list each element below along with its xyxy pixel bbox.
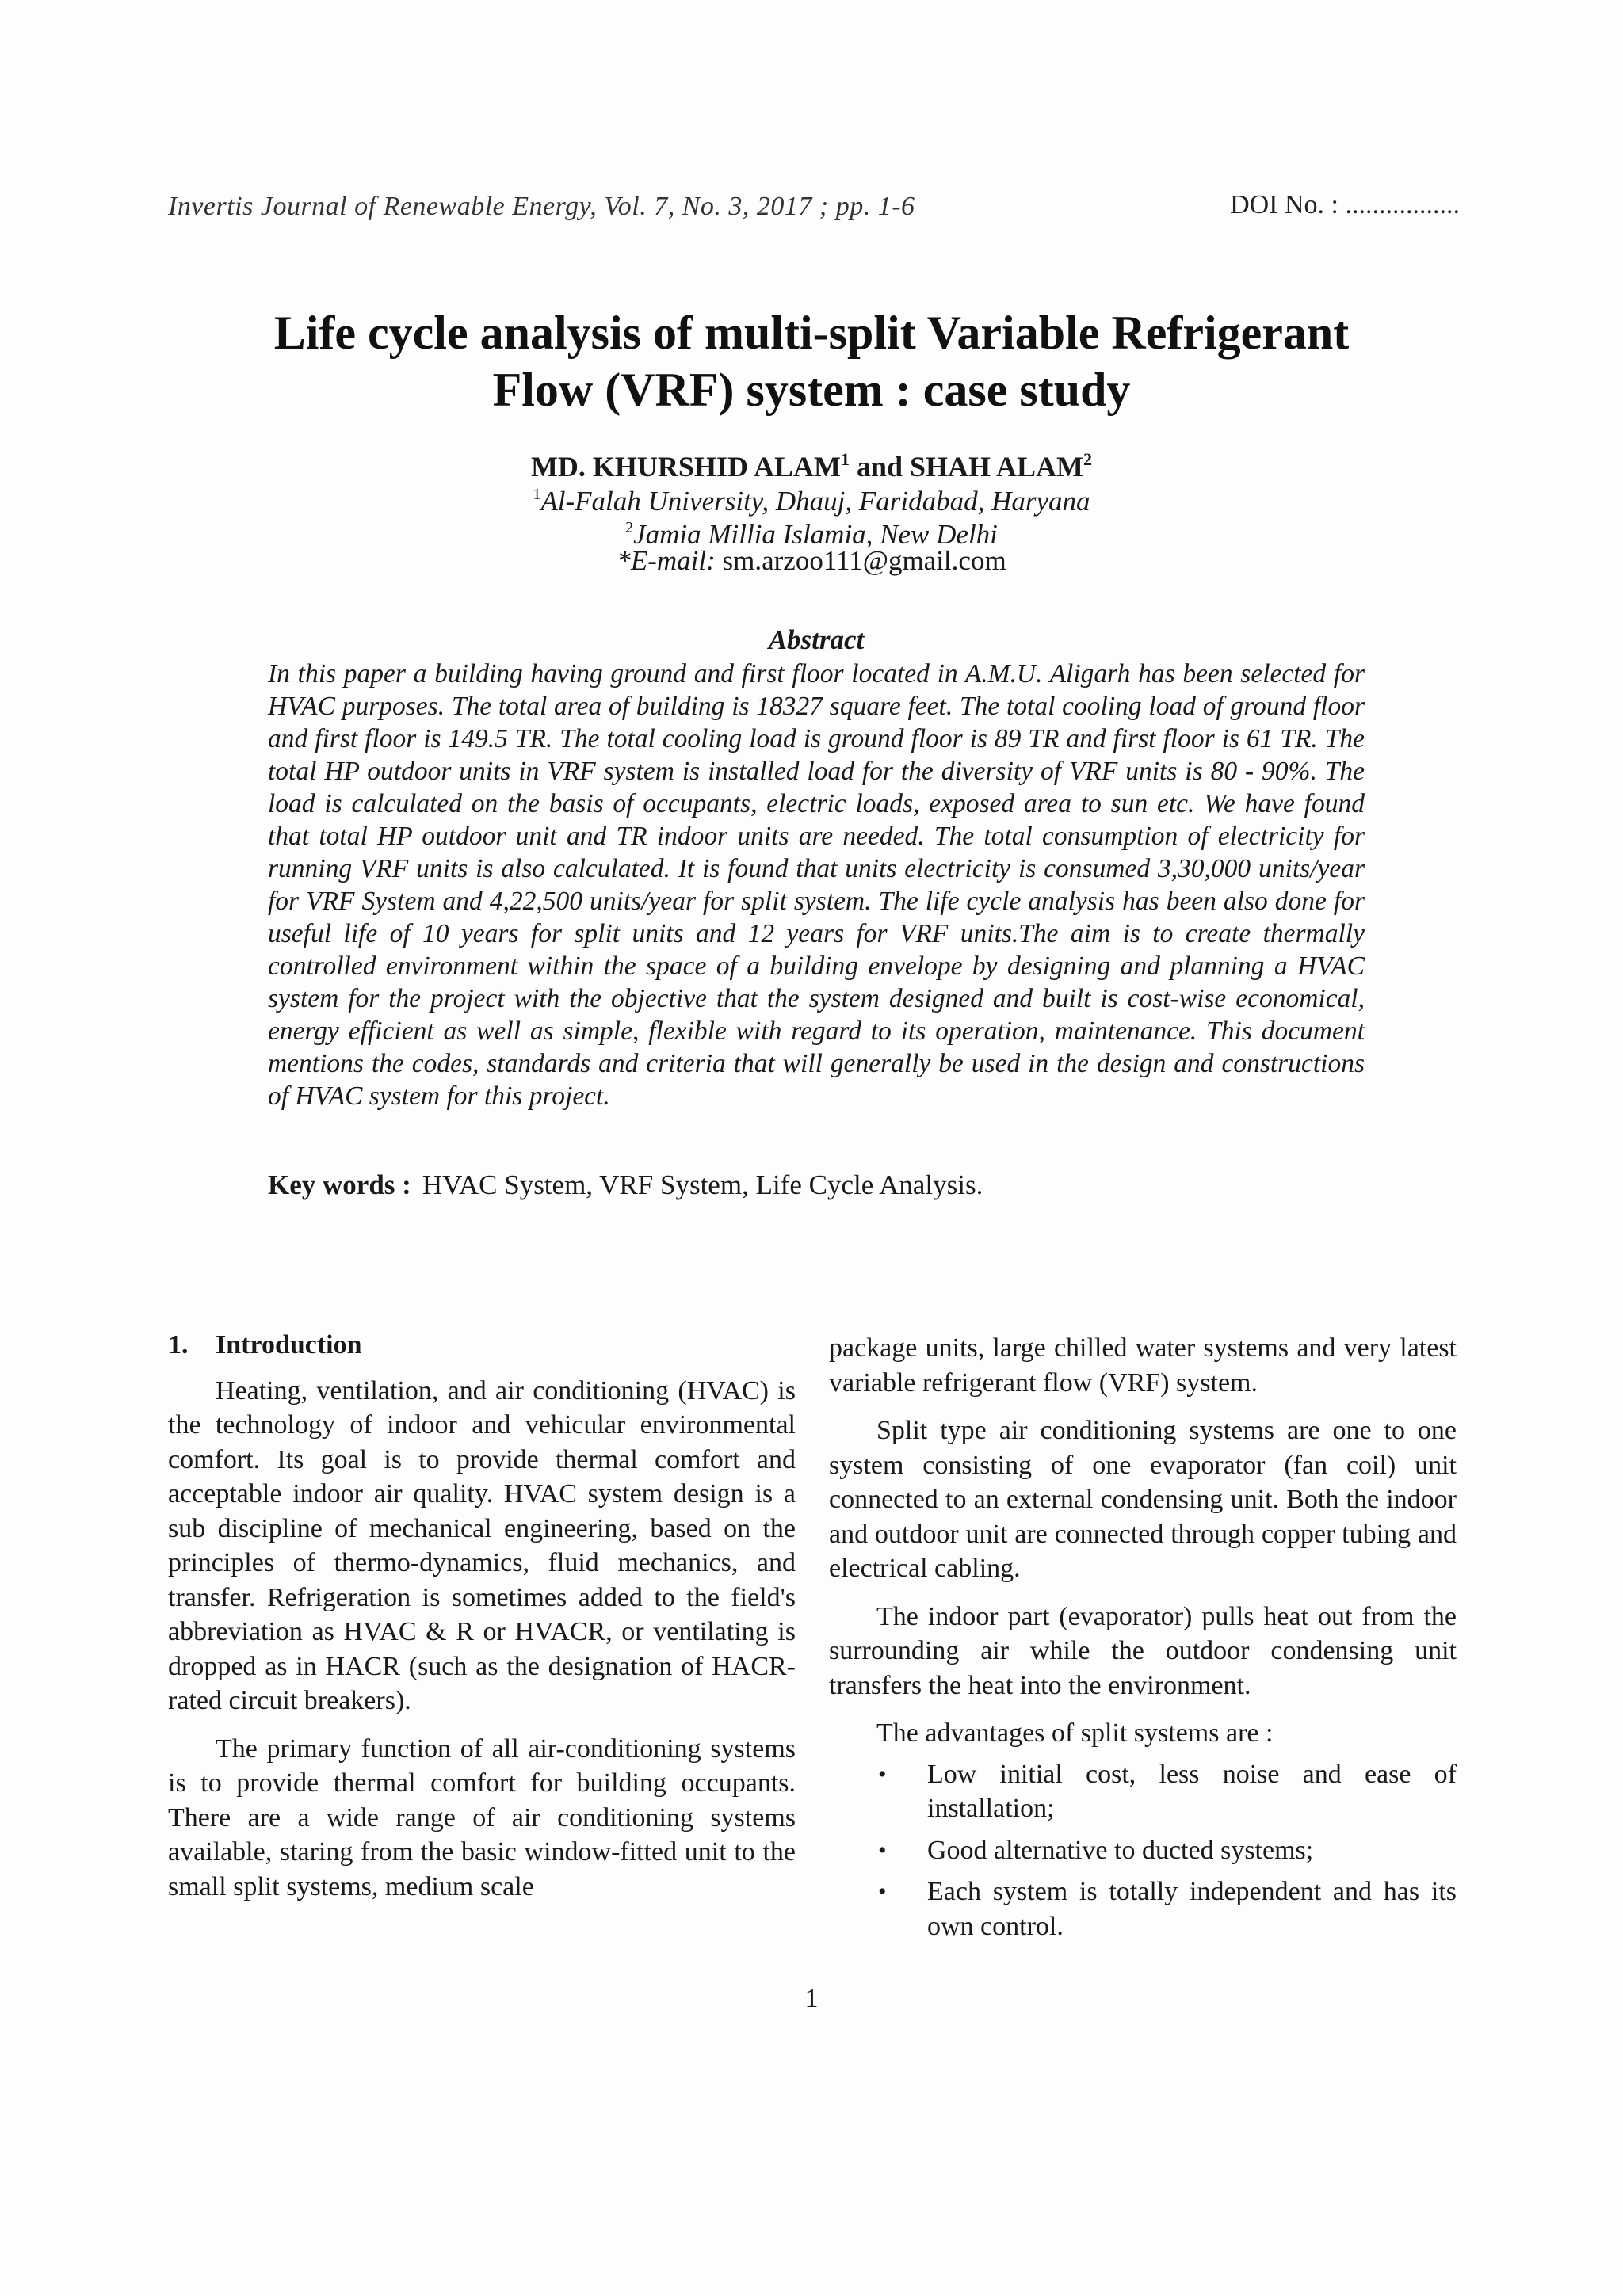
intro-paragraph-2-continued: package units, large chilled water systems and very latest variable refrigerant flow (VRF) system. (829, 1333, 1457, 1398)
bullet-icon: • (878, 1836, 887, 1863)
left-column (168, 1328, 796, 1917)
affiliation-2-text: Jamia Millia Islamia, New Delhi (633, 519, 998, 550)
bullet-icon: • (878, 1878, 887, 1905)
list-item (829, 1757, 1457, 1826)
author-conjunction: and (849, 451, 911, 482)
title-line-2: Flow (VRF) system : case study (492, 364, 1131, 416)
title-line-1: Life cycle analysis of multi-split Variable Refrigerant (273, 307, 1350, 359)
paper-title (158, 304, 1465, 418)
advantages-list (829, 1757, 1457, 1944)
list-item-text: Low initial cost, less noise and ease of installation; (927, 1759, 1457, 1823)
journal-citation: Invertis Journal of Renewable Energy, Vol. 7, No. 3, 2017 ; pp. 1-6 (168, 192, 915, 221)
list-item (829, 1833, 1457, 1868)
keywords-text: HVAC System, VRF System, Life Cycle Analysis. (422, 1169, 983, 1200)
section-number: 1. (168, 1330, 189, 1360)
section-heading (168, 1328, 796, 1363)
intro-paragraph-4: The indoor part (evaporator) pulls heat out from the surrounding air while the outdoor condensing unit transfers the heat into the environment. (829, 1601, 1457, 1700)
author-1-affiliation-mark: 1 (840, 449, 850, 469)
bullet-icon: • (878, 1760, 887, 1787)
section-title: Introduction (216, 1330, 362, 1360)
author-2: SHAH ALAM (910, 451, 1084, 482)
intro-paragraph-3: Split type air conditioning systems are one to one system consisting of one evaporator (fan coil) unit connected to an external condensing unit. Both the indoor and outdoor unit are connected through copper tubing and electrical cabling. (829, 1416, 1457, 1583)
keywords-label: Key words : (268, 1169, 411, 1200)
advantages-intro: The advantages of split systems are : (876, 1718, 1274, 1748)
author-1: MD. KHURSHID ALAM (530, 451, 841, 482)
author-2-affiliation-mark: 2 (1083, 449, 1093, 469)
doi-label: DOI No. : ................. (1230, 190, 1460, 219)
intro-paragraph-2: The primary function of all air-conditioning systems is to provide thermal comfort for building occupants. There are a wide range of air conditioning systems available, staring from the basic window-fitted unit to the small split systems, medium scale (168, 1733, 796, 1901)
email-label: *E-mail: (617, 545, 716, 576)
page-number: 1 (804, 1984, 819, 2013)
email-address: sm.arzoo111@gmail.com (715, 545, 1006, 576)
keywords (268, 1168, 1365, 1203)
intro-paragraph-1: Heating, ventilation, and air conditioning (HVAC) is the technology of indoor and vehicular environmental comfort. Its goal is to provide thermal comfort and acceptable indoor air quality. HVAC system design is a sub discipline of mechanical engineering, based on the principles of thermo-dynamics, fluid mechanics, and transfer. Refrigeration is sometimes added to the field's abbreviation as HVAC & R or HVACR, or ventilating is dropped as in HACR (such as the designation of HACR-rated circuit breakers). (168, 1375, 796, 1715)
affiliation-1-mark: 1 (533, 486, 541, 503)
list-item (829, 1875, 1457, 1943)
right-column (829, 1331, 1457, 1951)
affiliation-1-text: Al-Falah University, Dhauj, Faridabad, Haryana (540, 486, 1090, 517)
abstract-text: In this paper a building having ground and first floor located in A.M.U. Aligarh has been selected for HVAC purposes. The total area of building is 18327 square feet. The total cooling load of ground floor and first floor is 149.5 TR. The total cooling load is ground floor is 89 TR and first floor is 61 TR. The total HP outdoor units in VRF system is installed load for the diversity of VRF units is 80 - 90%. The load is calculated on the basis of occupants, electric loads, exposed area to sun etc. We have found that total HP outdoor unit and TR indoor units are needed. The total consumption of electricity for running VRF units is also calculated. It is found that units electricity is consumed 3,30,000 units/year for VRF System and 4,22,500 units/year for split system. The life cycle analysis has been also done for useful life of 10 years for split units and 12 years for VRF units.The aim is to create thermally controlled environment within the space of a building envelope by designing and planning a HVAC system for the project with the objective that the system designed and built is cost-wise economical, energy efficient as well as simple, flexible with regard to its operation, maintenance. This document mentions the codes, standards and criteria that will generally be used in the design and constructions of HVAC system for this project. (268, 659, 1365, 1111)
list-item-text: Good alternative to ducted systems; (927, 1835, 1314, 1865)
list-item-text: Each system is totally independent and has its own control. (927, 1877, 1457, 1941)
affiliation-2-mark: 2 (625, 519, 634, 536)
contact-email (158, 543, 1465, 578)
abstract-heading: Abstract (768, 624, 865, 655)
